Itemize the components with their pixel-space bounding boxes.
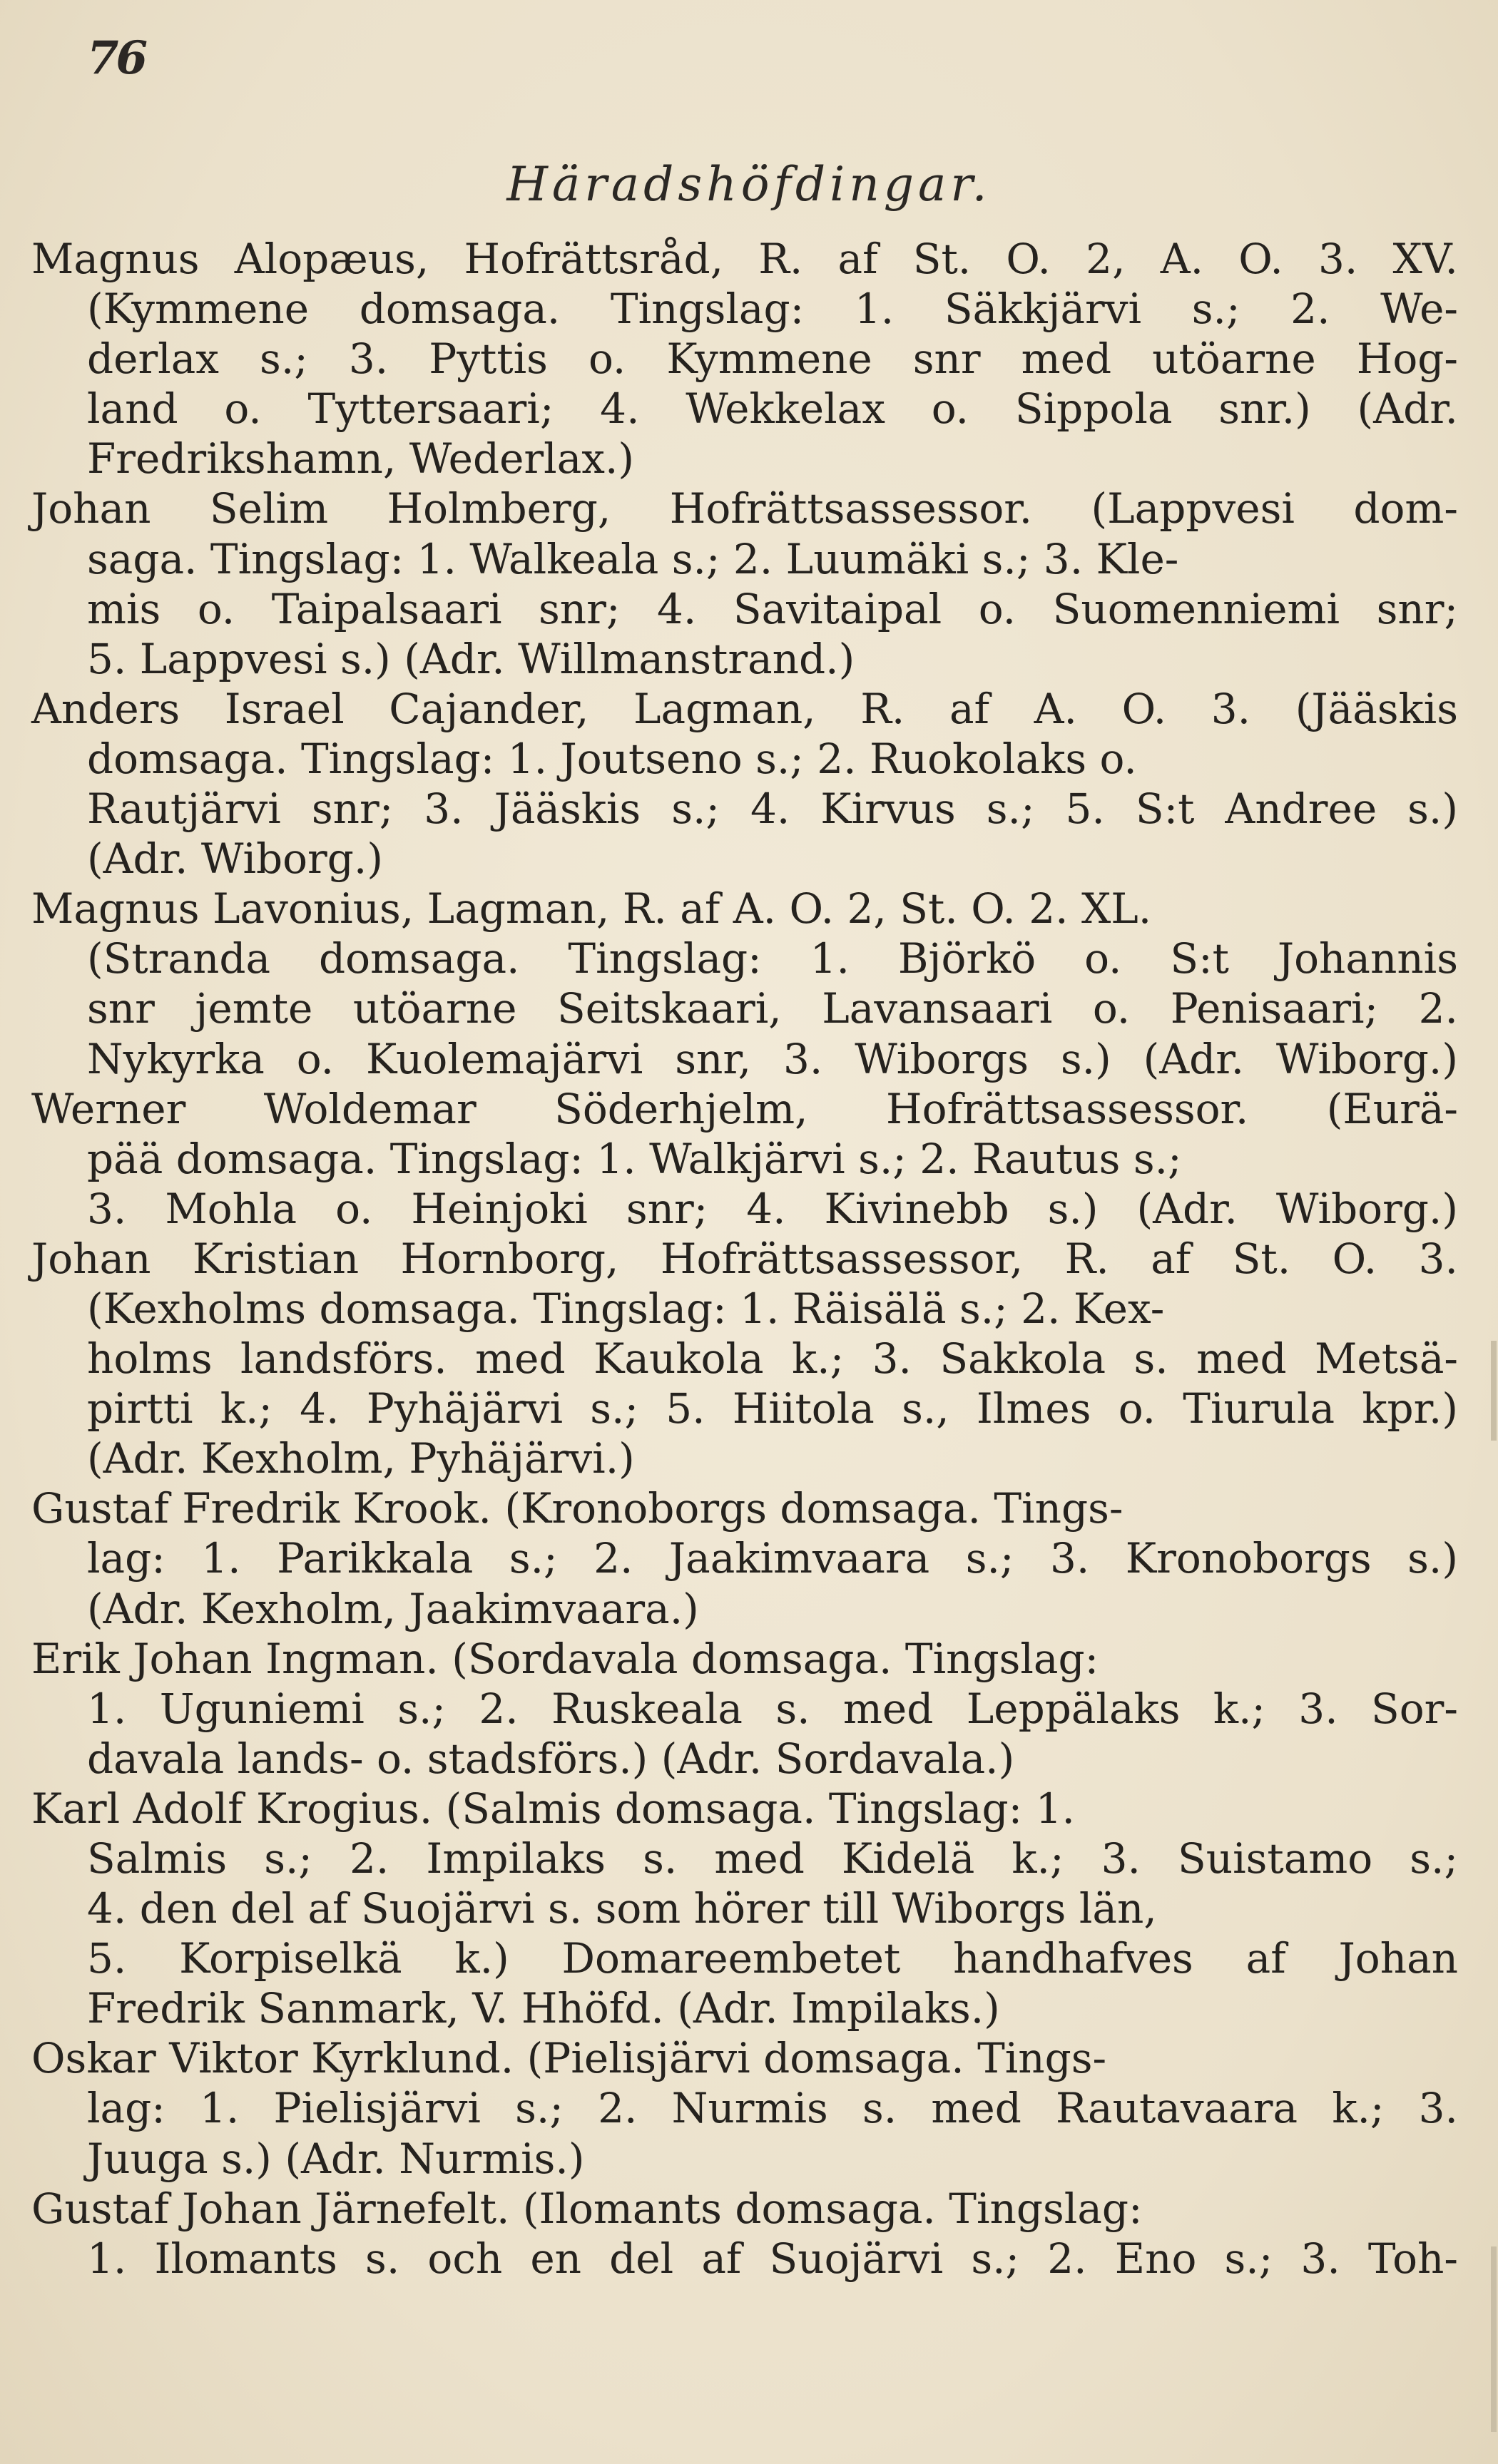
- entry-continuation-line: mis o. Taipalsaari snr; 4. Savitaipal o. Suomenniemi snr;: [87, 584, 1458, 633]
- entry-continuation-line: Juuga s.) (Adr. Nurmis.): [87, 2134, 585, 2183]
- entry-first-line: Gustaf Johan Järnefelt. (Ilomants domsaga. Tingslag:: [31, 2184, 1143, 2233]
- entry-first-line: Johan Kristian Hornborg, Hofrättsassessor, R. af St. O. 3.: [31, 1234, 1458, 1283]
- page-edge-shadow: [1491, 1341, 1497, 1441]
- entry-continuation-line: lag: 1. Pielisjärvi s.; 2. Nurmis s. med Rautavaara k.; 3.: [87, 2084, 1458, 2133]
- entry-first-line: Magnus Lavonius, Lagman, R. af A. O. 2, St. O. 2. XL.: [31, 884, 1152, 934]
- entry-continuation-line: (Stranda domsaga. Tingslag: 1. Björkö o. S:t Johannis: [87, 934, 1458, 983]
- entry-continuation-line: land o. Tyttersaari; 4. Wekkelax o. Sippola snr.) (Adr.: [87, 384, 1458, 434]
- entry-continuation-line: 5. Lappvesi s.) (Adr. Willmanstrand.): [87, 634, 855, 683]
- entry-continuation-line: Nykyrka o. Kuolemajärvi snr, 3. Wiborgs s.) (Adr. Wiborg.): [87, 1034, 1458, 1083]
- entry-continuation-line: (Kymmene domsaga. Tingslag: 1. Säkkjärvi s.; 2. We-: [87, 285, 1458, 334]
- entry-continuation-line: saga. Tingslag: 1. Walkeala s.; 2. Luumäki s.; 3. Kle-: [87, 534, 1179, 583]
- entry-continuation-line: domsaga. Tingslag: 1. Joutseno s.; 2. Ruokolaks o.: [87, 734, 1137, 783]
- entry-first-line: Erik Johan Ingman. (Sordavala domsaga. Tingslag:: [31, 1634, 1099, 1683]
- entry-continuation-line: snr jemte utöarne Seitskaari, Lavansaari o. Penisaari; 2.: [87, 984, 1458, 1033]
- entry-continuation-line: lag: 1. Parikkala s.; 2. Jaakimvaara s.; 3. Kronoborgs s.): [87, 1534, 1458, 1583]
- entry-list: [31, 234, 1458, 2284]
- entry-continuation-line: pää domsaga. Tingslag: 1. Walkjärvi s.; 2. Rautus s.;: [87, 1134, 1182, 1183]
- entry-continuation-line: (Adr. Kexholm, Jaakimvaara.): [87, 1584, 699, 1633]
- entry-first-line: Oskar Viktor Kyrklund. (Pielisjärvi domsaga. Tings-: [31, 2034, 1107, 2083]
- entry-first-line: Gustaf Fredrik Krook. (Kronoborgs domsaga. Tings-: [31, 1484, 1124, 1533]
- entry-first-line: Johan Selim Holmberg, Hofrättsassessor. (Lappvesi dom-: [31, 484, 1458, 533]
- entry-first-line: Magnus Alopæus, Hofrättsråd, R. af St. O. 2, A. O. 3. XV.: [31, 235, 1458, 283]
- page-edge-shadow: [1491, 2246, 1497, 2432]
- entry-continuation-line: (Adr. Kexholm, Pyhäjärvi.): [87, 1434, 635, 1483]
- entry-continuation-line: 1. Ilomants s. och en del af Suojärvi s.; 2. Eno s.; 3. Toh-: [87, 2234, 1458, 2283]
- entry-continuation-line: 5. Korpiselkä k.) Domareembetet handhafves af Johan: [87, 1934, 1458, 1983]
- entry-continuation-line: pirtti k.; 4. Pyhäjärvi s.; 5. Hiitola s., Ilmes o. Tiurula kpr.): [87, 1384, 1458, 1433]
- entry-continuation-line: derlax s.; 3. Pyttis o. Kymmene snr med utöarne Hog-: [87, 334, 1458, 384]
- entry-first-line: Karl Adolf Krogius. (Salmis domsaga. Tingslag: 1.: [31, 1784, 1075, 1833]
- entry-continuation-line: Fredrik Sanmark, V. Hhöfd. (Adr. Impilaks.): [87, 1984, 1000, 2033]
- entry-continuation-line: (Kexholms domsaga. Tingslag: 1. Räisälä s.; 2. Kex-: [87, 1284, 1165, 1333]
- entry-first-line: Werner Woldemar Söderhjelm, Hofrättsassessor. (Eurä-: [31, 1084, 1458, 1133]
- entry-continuation-line: 1. Uguniemi s.; 2. Ruskeala s. med Leppälaks k.; 3. Sor-: [87, 1684, 1458, 1733]
- entry-continuation-line: (Adr. Wiborg.): [87, 834, 383, 884]
- section-title: Häradshöfdingar.: [506, 157, 992, 212]
- entry-continuation-line: 3. Mohla o. Heinjoki snr; 4. Kivinebb s.) (Adr. Wiborg.): [87, 1184, 1458, 1233]
- entry-continuation-line: 4. den del af Suojärvi s. som hörer till Wiborgs län,: [87, 1884, 1157, 1933]
- entry-continuation-line: Fredrikshamn, Wederlax.): [87, 434, 635, 484]
- entry-continuation-line: holms landsförs. med Kaukola k.; 3. Sakkola s. med Metsä-: [87, 1334, 1458, 1384]
- entry-continuation-line: Salmis s.; 2. Impilaks s. med Kidelä k.; 3. Suistamo s.;: [87, 1834, 1458, 1883]
- page-number: 76: [87, 31, 146, 85]
- entry-first-line: Anders Israel Cajander, Lagman, R. af A. O. 3. (Jääskis: [31, 684, 1458, 733]
- entry-continuation-line: Rautjärvi snr; 3. Jääskis s.; 4. Kirvus s.; 5. S:t Andree s.): [87, 784, 1458, 834]
- entry-continuation-line: davala lands- o. stadsförs.) (Adr. Sordavala.): [87, 1734, 1015, 1783]
